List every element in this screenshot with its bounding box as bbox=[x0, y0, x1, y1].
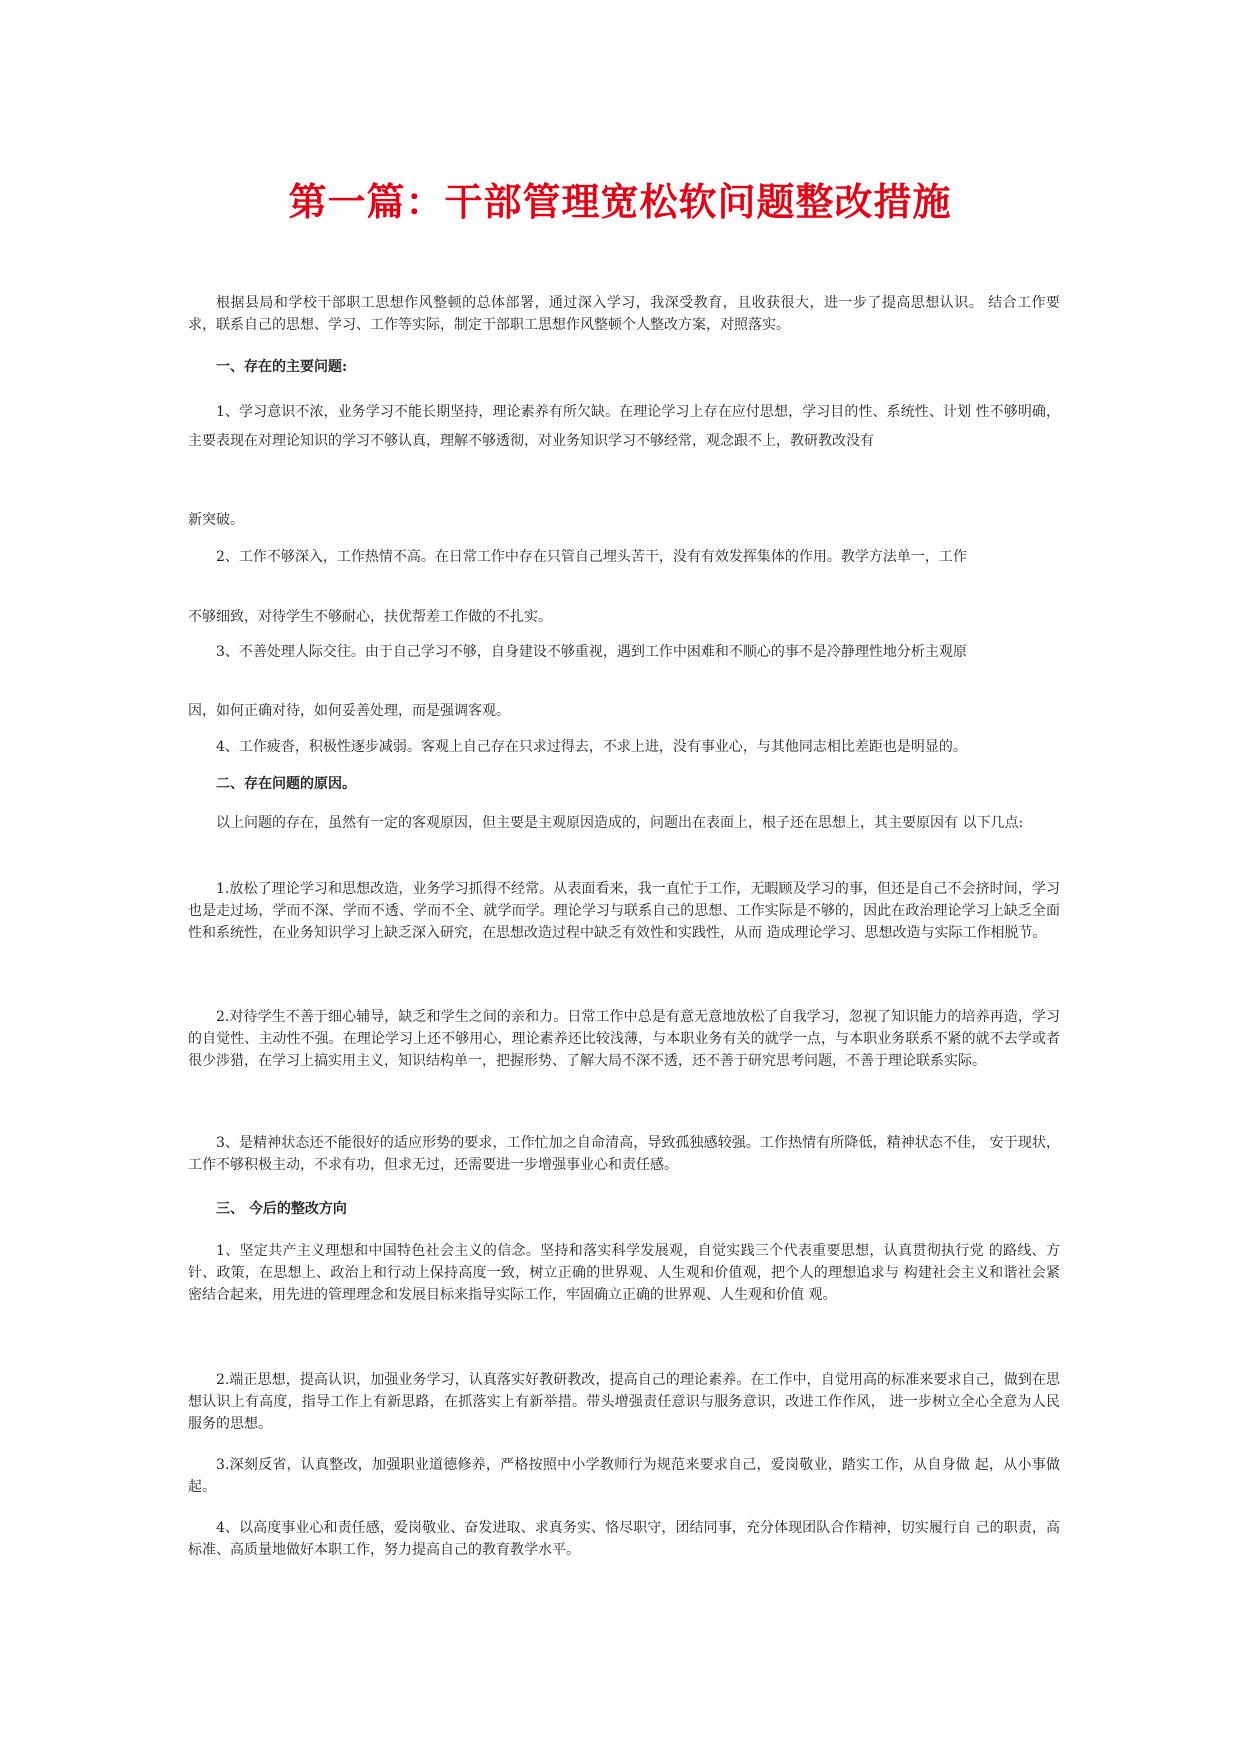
document-body bbox=[188, 0, 1060, 1754]
paragraph-1-4: 4、工作疲沓，积极性逐步减弱。客观上自己存在只求过得去，不求上进，没有事业心，与其他同志相比差距也是明显的。 bbox=[216, 739, 967, 755]
section1-heading: 一、存在的主要问题: bbox=[216, 359, 348, 375]
paragraph-1-2-cont: 不够细致，对待学生不够耐心，扶优帮差工作做的不扎实。 bbox=[188, 609, 552, 625]
paragraph-3-2: 2.端正思想，提高认识，加强业务学习，认真落实好教研教改，提高自己的理论素养。在工作中，自觉用高的标准来要求自己，做到在思想认识上有高度，指导工作上有新思路，在抓落实上有新举措。带头增强责任意识与服务意识，改进工作作风， 进一步树立全心全意为人民服务的思想。 bbox=[188, 1372, 1060, 1432]
paragraph-3-4: 4、以高度事业心和责任感，爱岗敬业、奋发进取、求真务实、恪尽职守，团结同事，充分体现团队合作精神，切实履行自 己的职责，高标准、高质量地做好本职工作，努力提高自己的教育教学水平。 bbox=[188, 1520, 1060, 1558]
paragraph-3-1: 1、坚定共产主义理想和中国特色社会主义的信念。坚持和落实科学发展观，自觉实践三个代表重要思想，认真贯彻执行党 的路线、方针、政策，在思想上、政治上和行动上保持高度一致，树立正确的世界观、人生观和价值观，把个人的理想追求与 构建社会主义和谐社会紧密结合起来，用先进的管理理念和发展目标来指导实际工作，牢固确立正确的世界观、人生观和价值 观。 bbox=[188, 1243, 1060, 1303]
section2-heading: 二、存在问题的原因。 bbox=[216, 776, 356, 792]
page-title: 第一篇：干部管理宽松软问题整改措施 bbox=[288, 179, 952, 224]
paragraph-2-1: 1.放松了理论学习和思想改造，业务学习抓得不经常。从表面看来，我一直忙于工作，无暇顾及学习的事，但还是自己不会挤时间，学习也是走过场，学而不深、学而不透、学而不全、就学而学。理论学习与联系自己的思想、工作实际是不够的，因此在政治理论学习上缺乏全面性和系统性，在业务知识学习上缺乏深入研究，在思想改造过程中缺乏有效性和实践性，从而 造成理论学习、思想改造与实际工作相脱节。 bbox=[188, 881, 1060, 941]
paragraph-1-2: 2、工作不够深入，工作热情不高。在日常工作中存在只管自己埋头苦干，没有有效发挥集体的作用。教学方法单一，工作 bbox=[216, 549, 967, 565]
section3-heading: 三、 今后的整改方向 bbox=[216, 1201, 347, 1217]
paragraph-2-2: 2.对待学生不善于细心辅导，缺乏和学生之间的亲和力。日常工作中总是有意无意地放松了自我学习，忽视了知识能力的培养再造，学习的自觉性、主动性不强。在理论学习上还不够用心，理论素养还比较浅薄，与本职业务有关的就学一点，与本职业务联系不紧的就不去学或者很少涉猎，在学习上搞实用主义，知识结构单一，把握形势、了解大局不深不透，还不善于研究思考问题，不善于理论联系实际。 bbox=[188, 1009, 1060, 1069]
paragraph-2-intro: 以上问题的存在，虽然有一定的客观原因，但主要是主观原因造成的，问题出在表面上，根子还在思想上，其主要原因有 以下几点: bbox=[216, 815, 1024, 831]
paragraph-2-3: 3、是精神状态还不能很好的适应形势的要求，工作忙加之自命清高，导致孤独感较强。工作热情有所降低，精神状态不佳， 安于现状，工作不够积极主动，不求有功，但求无过，还需要进一步增强事业心和责任感。 bbox=[188, 1135, 1060, 1173]
paragraph-1-3-cont: 因，如何正确对待，如何妥善处理，而是强调客观。 bbox=[188, 703, 510, 719]
paragraph-3-3: 3.深刻反省，认真整改，加强职业道德修养，严格按照中小学教师行为规范来要求自己，爱岗敬业，踏实工作，从自身做 起，从小事做起。 bbox=[188, 1457, 1060, 1495]
paragraph-1-3: 3、不善处理人际交往。由于自己学习不够，自身建设不够重视，遇到工作中困难和不顺心的事不是冷静理性地分析主观原 bbox=[216, 644, 967, 660]
paragraph-1-1: 1、学习意识不浓，业务学习不能长期坚持，理论素养有所欠缺。在理论学习上存在应付思想，学习目的性、系统性、计划 性不够明确，主要表现在对理论知识的学习不够认真，理解不够透彻，对业务知识学习不够经常，观念跟不上，教研教改没有 bbox=[188, 404, 1060, 449]
paragraph-1-1-cont: 新突破。 bbox=[188, 512, 244, 528]
intro-paragraph: 根据县局和学校干部职工思想作风整顿的总体部署，通过深入学习，我深受教育，且收获很大，进一步了提高思想认识。 结合工作要求，联系自己的思想、学习、工作等实际，制定干部职工思想作风整顿个人整改方案，对照落实。 bbox=[188, 295, 1060, 333]
